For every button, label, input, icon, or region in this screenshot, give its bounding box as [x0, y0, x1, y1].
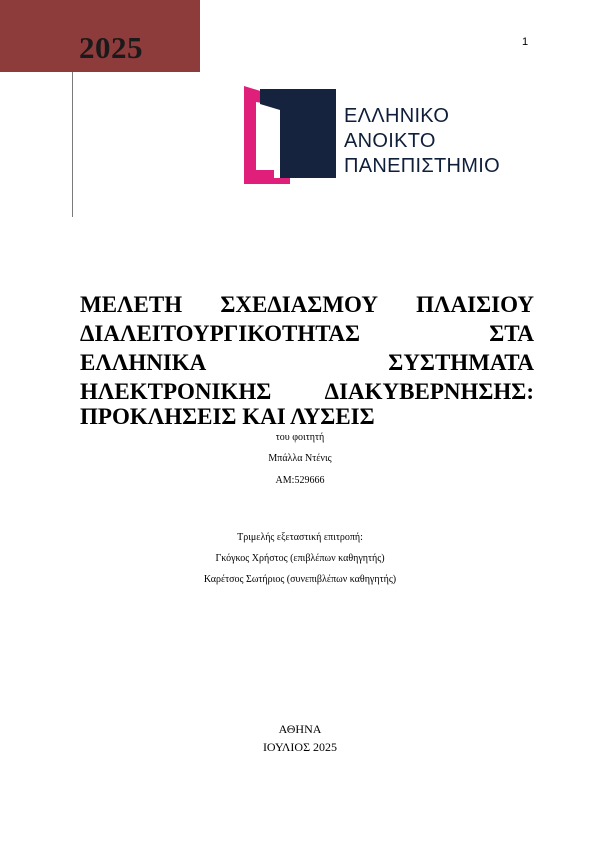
university-logo-icon [244, 86, 336, 184]
title-line: ΜΕΛΕΤΗ ΣΧΕΔΙΑΣΜΟΥ ΠΛΑΙΣΙΟΥ [80, 292, 534, 317]
date-label: ΙΟΥΛΙΟΣ 2025 [262, 740, 338, 754]
committee-member: Γκόγκος Χρήστος (επιβλέπων καθηγητής) [215, 553, 385, 564]
author-name: Μπάλλα Ντένις [268, 453, 332, 464]
student-id: ΑΜ:529666 [275, 475, 325, 486]
title-line: ΕΛΛΗΝΙΚΑ ΣΥΣΤΗΜΑΤΑ [80, 350, 534, 375]
year-label: 2025 [79, 30, 143, 65]
city-label: ΑΘΗΝΑ [278, 722, 322, 736]
logo-text-line3: ΠΑΝΕΠΙΣΤΗΜΙΟ [344, 155, 500, 177]
vertical-divider [72, 72, 73, 217]
committee-member: Καρέτσος Σωτήριος (συνεπιβλέπων καθηγητής) [203, 574, 397, 585]
title-line: ΗΛΕΚΤΡΟΝΙΚΗΣ ΔΙΑΚΥΒΕΡΝΗΣΗΣ: [80, 379, 534, 404]
page-number: 1 [522, 36, 529, 48]
author-intro: του φοιτητή [275, 432, 325, 443]
logo-text-line2: ΑΝΟΙΚΤΟ [344, 130, 436, 152]
title-line: ΠΡΟΚΛΗΣΕΙΣ ΚΑΙ ΛΥΣΕΙΣ [80, 404, 375, 429]
title-line: ΔΙΑΛΕΙΤΟΥΡΓΙΚΟΤΗΤΑΣ ΣΤΑ [80, 321, 534, 346]
committee-heading: Τριμελής εξεταστική επιτροπή: [237, 532, 363, 543]
logo-text-line1: ΕΛΛΗΝΙΚΟ [344, 105, 450, 127]
